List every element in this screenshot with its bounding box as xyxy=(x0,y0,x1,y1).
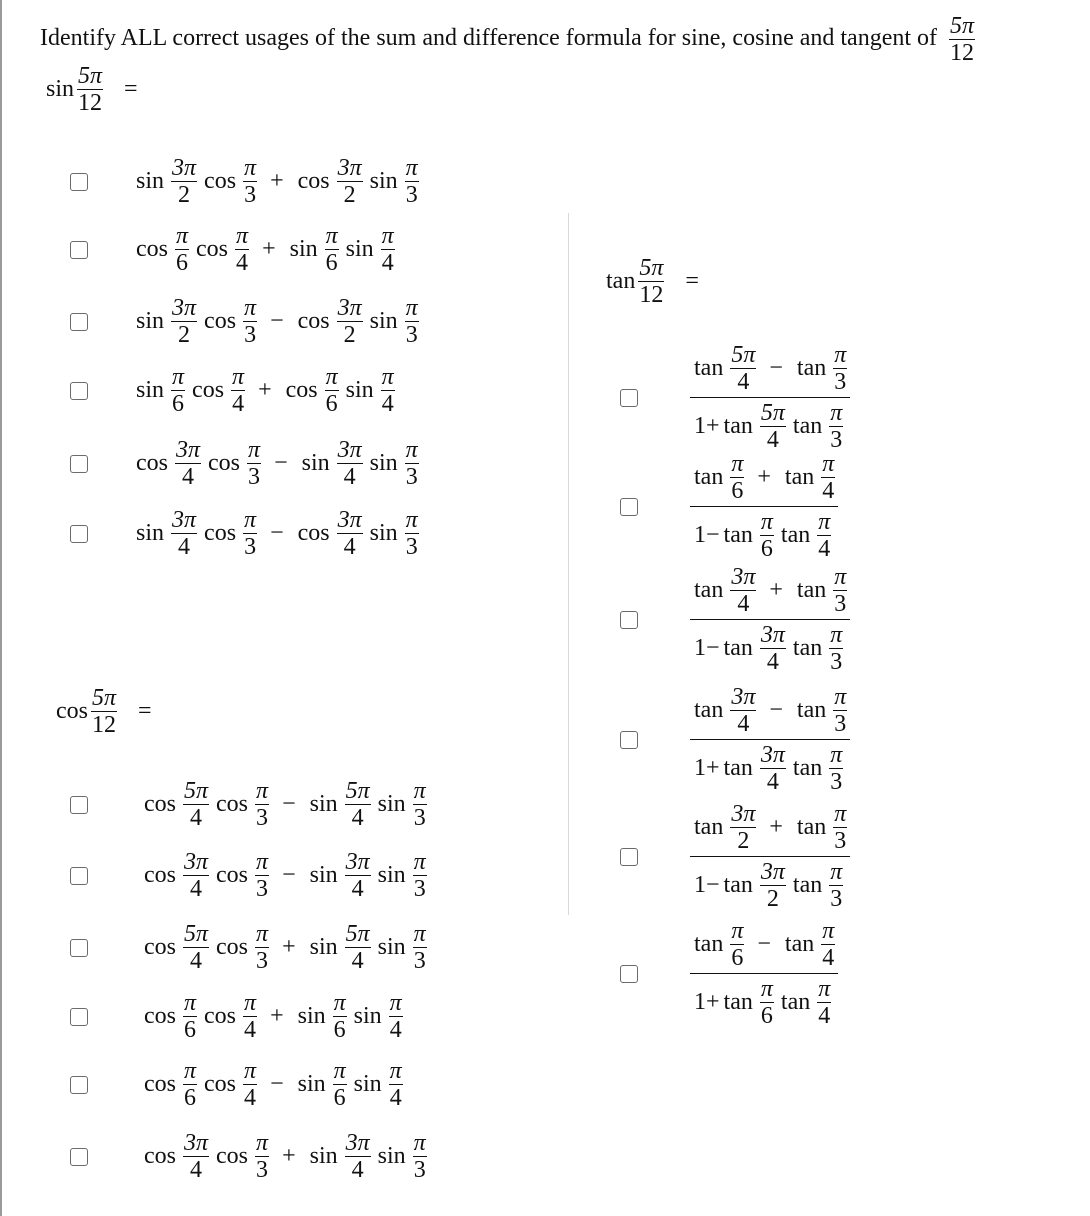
tan-heading: tan $\frac{5\pi}{12}$ = xyxy=(606,255,699,308)
option-row xyxy=(70,365,398,416)
fraction: $\frac{\pi}{4}$ xyxy=(236,223,249,276)
option-expression: cos $\frac{3\pi}{4}$ cos $\frac{\pi}{3}$ + sin $\frac{3\pi}{4}$ sin $\frac{\pi}{3}$ xyxy=(144,1130,426,1183)
option-checkbox[interactable] xyxy=(70,796,88,814)
fraction: $\frac{\pi}{6}$ xyxy=(333,990,346,1043)
option-expression: cos $\frac{5\pi}{4}$ cos $\frac{\pi}{3}$ − sin $\frac{5\pi}{4}$ sin $\frac{\pi}{3}$ xyxy=(144,778,426,831)
fraction: $\frac{\pi}{3}$ xyxy=(413,849,426,902)
numerator: tan $\frac{\pi}{6}$ + tan $\frac{\pi}{4}$ xyxy=(694,451,835,504)
fraction: $\frac{\pi}{6}$ xyxy=(172,364,185,417)
fraction: $\frac{3\pi}{2}$ xyxy=(172,295,197,348)
fraction: $\frac{\pi}{4}$ xyxy=(244,990,257,1043)
fraction: $\frac{3\pi}{2}$ xyxy=(760,859,785,912)
fraction: $\frac{5\pi}{4}$ xyxy=(345,778,370,831)
fraction: $\frac{3\pi}{4}$ xyxy=(760,742,785,795)
option-row xyxy=(620,565,850,674)
fraction: $\frac{\pi}{3}$ xyxy=(830,622,843,675)
option-checkbox[interactable] xyxy=(70,1148,88,1166)
fraction: $\frac{3\pi}{4}$ xyxy=(184,1130,209,1183)
fraction: $\frac{\pi}{4}$ xyxy=(818,976,831,1029)
option-expression xyxy=(690,565,850,674)
option-row xyxy=(620,452,838,561)
option-expression: sin $\frac{3\pi}{2}$ cos $\frac{\pi}{3}$ − cos $\frac{3\pi}{2}$ sin $\frac{\pi}{3}$ xyxy=(136,295,418,348)
option-expression: cos $\frac{\pi}{6}$ cos $\frac{\pi}{4}$ + sin $\frac{\pi}{6}$ sin $\frac{\pi}{4}$ xyxy=(144,990,402,1043)
option-row xyxy=(620,919,838,1028)
question-title xyxy=(40,14,978,65)
fraction: $\frac{3\pi}{4}$ xyxy=(172,507,197,560)
fraction: $\frac{3\pi}{4}$ xyxy=(731,564,756,617)
option-row xyxy=(620,802,850,911)
question-fraction: $\frac{5\pi}{12}$ xyxy=(950,13,975,66)
option-row xyxy=(70,922,430,973)
fraction: $\frac{\pi}{4}$ xyxy=(818,509,831,562)
option-expression xyxy=(690,343,850,452)
option-expression: cos $\frac{\pi}{6}$ cos $\frac{\pi}{4}$ + sin $\frac{\pi}{6}$ sin $\frac{\pi}{4}$ xyxy=(136,223,394,276)
fraction: $\frac{3\pi}{4}$ xyxy=(345,849,370,902)
option-checkbox[interactable] xyxy=(70,173,88,191)
fraction: $\frac{\pi}{3}$ xyxy=(244,295,257,348)
option-expression: cos $\frac{3\pi}{4}$ cos $\frac{\pi}{3}$ − sin $\frac{3\pi}{4}$ sin $\frac{\pi}{3}$ xyxy=(136,437,418,490)
option-expression xyxy=(690,919,838,1028)
fraction: $\frac{\pi}{3}$ xyxy=(244,507,257,560)
option-checkbox[interactable] xyxy=(70,525,88,543)
numerator: tan $\frac{3\pi}{2}$ + tan $\frac{\pi}{3}$ xyxy=(694,801,847,854)
fraction: $\frac{\pi}{6}$ xyxy=(760,509,773,562)
denominator: 1+ tan $\frac{\pi}{6}$ tan $\frac{\pi}{4}$ xyxy=(694,976,831,1029)
fraction: $\frac{\pi}{4}$ xyxy=(381,223,394,276)
fraction: $\frac{3\pi}{2}$ xyxy=(172,155,197,208)
fraction: $\frac{\pi}{3}$ xyxy=(830,859,843,912)
fraction: $\frac{\pi}{3}$ xyxy=(413,921,426,974)
fraction: $\frac{3\pi}{4}$ xyxy=(731,684,756,737)
fraction: $\frac{\pi}{6}$ xyxy=(731,918,744,971)
fraction: $\frac{\pi}{6}$ xyxy=(731,451,744,504)
fraction: $\frac{\pi}{4}$ xyxy=(389,990,402,1043)
fraction: $\frac{\pi}{3}$ xyxy=(405,295,418,348)
option-checkbox[interactable] xyxy=(620,965,638,983)
fraction: $\frac{\pi}{3}$ xyxy=(834,564,847,617)
fraction: $\frac{5\pi}{4}$ xyxy=(345,921,370,974)
option-row xyxy=(70,438,422,489)
option-checkbox[interactable] xyxy=(70,313,88,331)
option-row xyxy=(70,156,422,207)
option-checkbox[interactable] xyxy=(620,611,638,629)
numerator: tan $\frac{3\pi}{4}$ + tan $\frac{\pi}{3}$ xyxy=(694,564,847,617)
option-checkbox[interactable] xyxy=(620,389,638,407)
option-expression: sin $\frac{3\pi}{2}$ cos $\frac{\pi}{3}$ + cos $\frac{3\pi}{2}$ sin $\frac{\pi}{3}$ xyxy=(136,155,418,208)
fraction: $\frac{\pi}{4}$ xyxy=(822,451,835,504)
option-row xyxy=(70,296,422,347)
option-checkbox[interactable] xyxy=(620,498,638,516)
fraction: $\frac{\pi}{3}$ xyxy=(256,849,269,902)
sin-heading: sin $\frac{5\pi}{12}$ = xyxy=(46,63,138,116)
fraction: $\frac{\pi}{6}$ xyxy=(325,364,338,417)
option-row xyxy=(70,1131,430,1182)
option-expression: cos $\frac{\pi}{6}$ cos $\frac{\pi}{4}$ − sin $\frac{\pi}{6}$ sin $\frac{\pi}{4}$ xyxy=(144,1058,402,1111)
option-checkbox[interactable] xyxy=(70,241,88,259)
fraction: $\frac{3\pi}{2}$ xyxy=(337,295,362,348)
numerator: tan $\frac{3\pi}{4}$ − tan $\frac{\pi}{3}$ xyxy=(694,684,847,737)
option-expression: sin $\frac{3\pi}{4}$ cos $\frac{\pi}{3}$ − cos $\frac{3\pi}{4}$ sin $\frac{\pi}{3}$ xyxy=(136,507,418,560)
fraction: $\frac{\pi}{3}$ xyxy=(256,1130,269,1183)
fraction: $\frac{\pi}{6}$ xyxy=(176,223,189,276)
option-row xyxy=(70,224,398,275)
option-checkbox[interactable] xyxy=(620,731,638,749)
fraction: $\frac{\pi}{3}$ xyxy=(830,400,843,453)
option-checkbox[interactable] xyxy=(70,939,88,957)
fraction: $\frac{3\pi}{2}$ xyxy=(731,801,756,854)
fraction: $\frac{\pi}{3}$ xyxy=(413,1130,426,1183)
fraction: $\frac{\pi}{3}$ xyxy=(405,507,418,560)
fraction: $\frac{\pi}{3}$ xyxy=(413,778,426,831)
option-checkbox[interactable] xyxy=(70,1076,88,1094)
fraction: $\frac{\pi}{3}$ xyxy=(834,801,847,854)
option-row xyxy=(70,1059,406,1110)
fraction: $\frac{3\pi}{4}$ xyxy=(345,1130,370,1183)
fraction: $\frac{\pi}{3}$ xyxy=(248,437,261,490)
option-row xyxy=(70,991,406,1042)
numerator: tan $\frac{\pi}{6}$ − tan $\frac{\pi}{4}$ xyxy=(694,918,835,971)
fraction: $\frac{\pi}{6}$ xyxy=(760,976,773,1029)
option-row xyxy=(70,779,430,830)
left-border xyxy=(0,0,2,1216)
fraction: $\frac{\pi}{6}$ xyxy=(325,223,338,276)
denominator: 1+ tan $\frac{3\pi}{4}$ tan $\frac{\pi}{3}$ xyxy=(694,742,843,795)
numerator: tan $\frac{5\pi}{4}$ − tan $\frac{\pi}{3}$ xyxy=(694,342,847,395)
option-checkbox[interactable] xyxy=(70,455,88,473)
fraction: $\frac{3\pi}{4}$ xyxy=(184,849,209,902)
fraction: $\frac{\pi}{4}$ xyxy=(381,364,394,417)
option-expression xyxy=(690,802,850,911)
fraction: $\frac{5\pi}{4}$ xyxy=(184,921,209,974)
option-row xyxy=(620,343,850,452)
option-row xyxy=(70,508,422,559)
fraction: $\frac{\pi}{3}$ xyxy=(244,155,257,208)
denominator: 1− tan $\frac{\pi}{6}$ tan $\frac{\pi}{4}$ xyxy=(694,509,831,562)
option-checkbox[interactable] xyxy=(70,867,88,885)
option-expression: sin $\frac{\pi}{6}$ cos $\frac{\pi}{4}$ + cos $\frac{\pi}{6}$ sin $\frac{\pi}{4}$ xyxy=(136,364,394,417)
denominator: 1− tan $\frac{3\pi}{4}$ tan $\frac{\pi}{3}$ xyxy=(694,622,843,675)
fraction: $\frac{\pi}{3}$ xyxy=(834,342,847,395)
denominator: 1− tan $\frac{3\pi}{2}$ tan $\frac{\pi}{3}$ xyxy=(694,859,843,912)
fraction: $\frac{\pi}{6}$ xyxy=(184,1058,197,1111)
fraction: $\frac{\pi}{4}$ xyxy=(244,1058,257,1111)
fraction: $\frac{\pi}{3}$ xyxy=(405,437,418,490)
option-expression: cos $\frac{3\pi}{4}$ cos $\frac{\pi}{3}$ − sin $\frac{3\pi}{4}$ sin $\frac{\pi}{3}$ xyxy=(144,849,426,902)
option-checkbox[interactable] xyxy=(620,848,638,866)
fraction: $\frac{\pi}{4}$ xyxy=(822,918,835,971)
fraction: $\frac{\pi}{6}$ xyxy=(333,1058,346,1111)
denominator: 1+ tan $\frac{5\pi}{4}$ tan $\frac{\pi}{3}$ xyxy=(694,400,843,453)
fraction: $\frac{\pi}{4}$ xyxy=(389,1058,402,1111)
fraction: $\frac{\pi}{6}$ xyxy=(184,990,197,1043)
column-divider xyxy=(568,213,569,915)
fraction: $\frac{3\pi}{2}$ xyxy=(337,155,362,208)
fraction: $\frac{5\pi}{4}$ xyxy=(731,342,756,395)
fraction: $\frac{3\pi}{4}$ xyxy=(760,622,785,675)
option-row xyxy=(70,850,430,901)
fraction: $\frac{\pi}{3}$ xyxy=(405,155,418,208)
fraction: $\frac{3\pi}{4}$ xyxy=(337,507,362,560)
fraction: $\frac{\pi}{3}$ xyxy=(256,778,269,831)
fraction: $\frac{5\pi}{4}$ xyxy=(184,778,209,831)
option-checkbox[interactable] xyxy=(70,1008,88,1026)
fraction: $\frac{5\pi}{4}$ xyxy=(760,400,785,453)
fraction: $\frac{\pi}{3}$ xyxy=(256,921,269,974)
fraction: $\frac{\pi}{3}$ xyxy=(834,684,847,737)
question-text: Identify ALL correct usages of the sum and difference formula for sine, cosine and tangent of xyxy=(40,25,938,52)
option-expression xyxy=(690,452,838,561)
option-expression: cos $\frac{5\pi}{4}$ cos $\frac{\pi}{3}$ + sin $\frac{5\pi}{4}$ sin $\frac{\pi}{3}$ xyxy=(144,921,426,974)
cos-heading: cos $\frac{5\pi}{12}$ = xyxy=(56,685,152,738)
fraction: $\frac{3\pi}{4}$ xyxy=(176,437,201,490)
option-checkbox[interactable] xyxy=(70,382,88,400)
fraction: $\frac{\pi}{4}$ xyxy=(232,364,245,417)
option-expression xyxy=(690,685,850,794)
fraction: $\frac{\pi}{3}$ xyxy=(830,742,843,795)
option-row xyxy=(620,685,850,794)
fraction: $\frac{3\pi}{4}$ xyxy=(337,437,362,490)
